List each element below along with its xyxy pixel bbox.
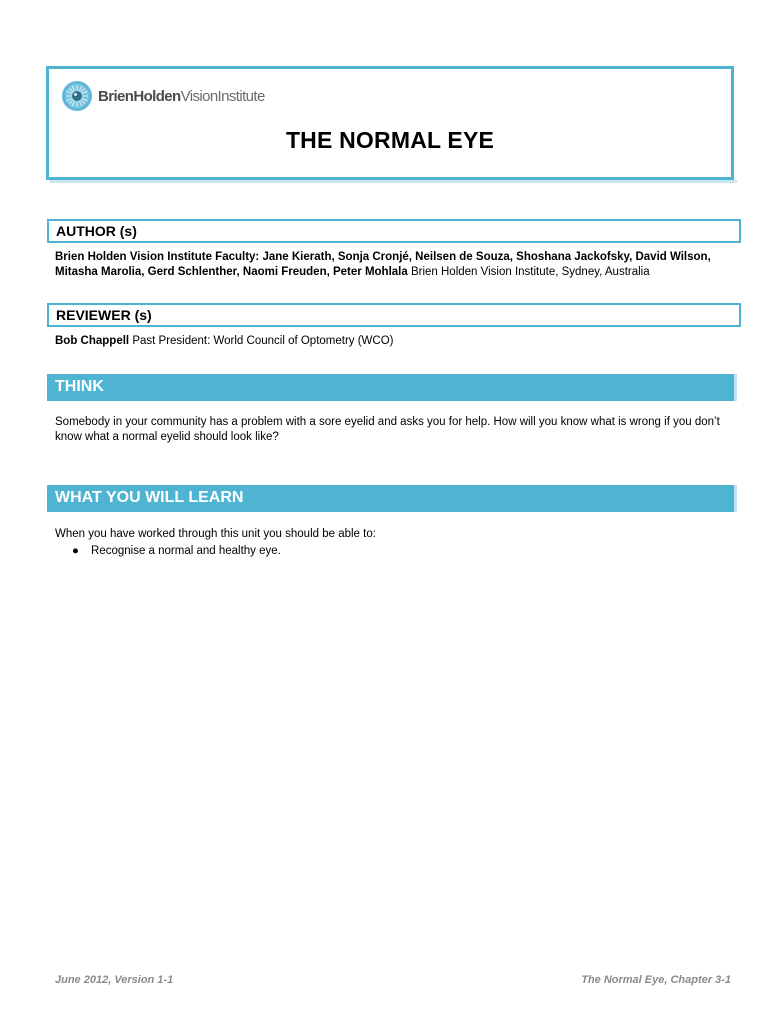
logo-text-bold: BrienHolden [98, 87, 181, 105]
learn-heading: WHAT YOU WILL LEARN [47, 485, 737, 512]
reviewer-heading: REVIEWER (s) [47, 303, 741, 327]
reviewer-name: Bob Chappell [55, 335, 130, 347]
page-title: THE NORMAL EYE [285, 127, 495, 153]
author-affiliation: Brien Holden Vision Institute, Sydney, Australia [407, 265, 650, 278]
bullet-icon: ● [72, 545, 79, 557]
learn-intro: When you have worked through this unit you should be able to: [55, 528, 376, 540]
header-box [46, 66, 734, 180]
logo-text [98, 88, 265, 105]
logo-text-light: VisionInstitute [180, 87, 265, 105]
list-item [72, 544, 281, 558]
footer-version: June 2012, Version 1-1 [55, 974, 174, 986]
footer-chapter: The Normal Eye, Chapter 3-1 [581, 974, 731, 986]
think-heading: THINK [47, 374, 737, 401]
list-item-text: Recognise a normal and healthy eye. [91, 545, 281, 557]
author-names: Brien Holden Vision Institute Faculty: Jane Kierath, Sonja Cronjé, Neilsen de Souza, Shoshana Jackofsky, David Wilson, Mitasha Marolia, Gerd Schlenther, Naomi Freuden, Peter Mohlala [55, 251, 711, 278]
author-text [55, 250, 735, 279]
think-text: Somebody in your community has a problem with a sore eyelid and asks you for help. How will you know what is wrong if you don’t know what a normal eyelid should look like? [55, 416, 720, 443]
eye-logo-icon [61, 80, 93, 112]
logo [61, 79, 265, 113]
reviewer-role: Past President: World Council of Optometry (WCO) [129, 335, 394, 347]
reviewer-text [55, 334, 735, 349]
author-heading: AUTHOR (s) [47, 219, 741, 243]
